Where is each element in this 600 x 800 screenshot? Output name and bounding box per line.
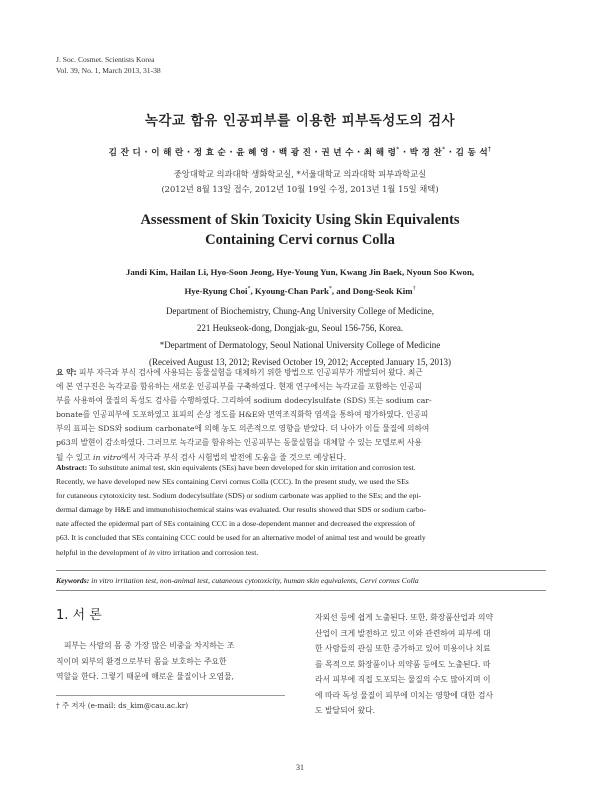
author-mark3: †: [412, 286, 416, 292]
english-authors-line2: [0, 281, 600, 300]
english-abstract-label: Abstract:: [56, 463, 88, 472]
keywords-label: Keywords:: [56, 576, 90, 585]
journal-name: J. Soc. Cosmet. Scientists Korea: [56, 55, 155, 64]
korean-abstract-line: p63의 발현이 감소하였다. 그러므로 녹각교를 함유하는 인공피부는 동물실험을 대체할 수 있는 모델로써 사용: [56, 438, 422, 448]
section-heading-introduction: 1. 서 론: [56, 608, 102, 623]
body-line: 도 발달되어 왔다.: [315, 706, 376, 715]
korean-dates: (2012년 8월 13일 접수, 2012년 10월 19일 수정, 2013년 1월 15일 채택): [161, 184, 439, 194]
english-abstract-italic: in vitro: [148, 547, 172, 557]
korean-abstract-italic: in vitro: [93, 452, 122, 462]
english-affiliation-block: [0, 303, 600, 371]
english-abstract-line: Recently, we have developed new SEs containing Cervi cornus Colla (CCC). In the present study, we used the SEs: [56, 477, 409, 487]
english-abstract-text: To substitute animal test, skin equivalents (SEs) have been developed for skin irritation and corrosion test.: [87, 463, 416, 472]
korean-affiliation-block: [0, 167, 600, 197]
korean-authors-mid: · 박 경 찬: [399, 148, 443, 158]
english-abstract-line: p63. It is concluded that SEs containing CCC could be used for an alternative model of animal test and would be greatly: [56, 533, 426, 543]
english-abstract-line: [56, 461, 546, 475]
body-line: 에 따라 독성 물질이 피부에 미치는 영향에 대한 검사: [315, 690, 493, 700]
author-park: , Kyoung-Chan Park: [250, 285, 329, 296]
english-abstract: [56, 461, 546, 560]
body-line: 라서 피부에 직접 도포되는 물질의 수도 많아지며 이: [315, 675, 491, 684]
footnote: † 주 저자 (e-mail: ds_kim@cau.ac.kr): [56, 701, 189, 710]
korean-authors-mark1: *: [396, 146, 400, 154]
body-line: 피부는 사람의 몸 중 가장 많은 비중을 차지하는 조: [64, 641, 235, 650]
body-line: 한 사람들의 관심 또한 증가하고 있어 미용이나 치료: [315, 644, 491, 653]
korean-abstract-label: 요 약:: [56, 368, 77, 377]
keywords-bottom-rule: [56, 590, 546, 591]
english-title-line2: Containing Cervi cornus Colla: [205, 232, 395, 248]
korean-authors-mark3: †: [488, 146, 492, 154]
english-abstract-line: for cutaneous cytotoxicity test. Sodium dodecylsulfate (SDS) or sodium carbonate was applied to the SEs; and the epi-: [56, 491, 422, 501]
korean-abstract-line: 에 본 연구진은 녹각교를 함유하는 새로운 인공피부를 구축하였다. 현재 연구에서는 녹각교를 포함하는 인공피: [56, 382, 422, 392]
english-abstract-line: dermal damage by H&E and immunohistochemical stains was evaluated. Our results showed that SDS or sodium carbo-: [56, 505, 426, 515]
body-line: 역할을 한다. 그렇기 때문에 해로운 물질이나 오염물,: [56, 672, 234, 681]
english-title-line1: Assessment of Skin Toxicity Using Skin Equivalents: [140, 212, 460, 228]
page-number: 31: [296, 763, 304, 772]
korean-abstract: [56, 366, 546, 465]
body-line: 직이며 외부의 환경으로부터 몸을 보호하는 주요한: [56, 656, 227, 666]
korean-abstract-line: [56, 366, 546, 380]
korean-authors: [0, 146, 600, 158]
english-title: [0, 210, 600, 250]
korean-authors-mark2: *: [442, 146, 446, 154]
english-abstract-line: [56, 546, 546, 560]
body-line: 산업이 크게 발전하고 있고 이와 관련하여 피부에 대: [315, 628, 491, 638]
korean-affiliation: 중앙대학교 의과대학 생화학교실, *서울대학교 의과대학 피부과학교실: [173, 169, 427, 179]
keywords: [56, 575, 546, 587]
korean-authors-main: 김 잔 디 · 이 해 란 · 정 효 순 · 윤 혜 영 · 백 광 진 · 권 년 수 · 최 해 령: [108, 148, 397, 158]
english-affiliation-2: 221 Heukseok-dong, Dongjak-gu, Seoul 156-756, Korea.: [196, 323, 404, 333]
body-line: 자외선 등에 쉽게 노출된다. 또한, 화장품산업과 의약: [315, 613, 493, 622]
keywords-text: in vitro irritation test, non-animal test, cutaneous cytotoxicity, human skin equivalents, Cervi cornus Colla: [89, 576, 419, 585]
korean-title: 녹각교 함유 인공피부를 이용한 피부독성도의 검사: [144, 113, 456, 129]
left-column: [56, 638, 285, 685]
korean-abstract-text: 될 수 있고: [56, 452, 94, 462]
right-column: [315, 610, 546, 719]
korean-abstract-text: 피부 자극과 부식 검사에 사용되는 동물실험을 대체하기 위한 방법으로 인공피부가 개발되어 왔다. 최근: [76, 368, 423, 377]
english-authors-line1: Jandi Kim, Hailan Li, Hyo-Soon Jeong, Hye-Young Yun, Kwang Jin Baek, Nyoun Soo Kwon,: [125, 267, 475, 277]
english-abstract-text: irritation and corrosion test.: [171, 547, 259, 557]
korean-abstract-line: bonate를 인공피부에 도포하였고 표피의 손상 정도를 H&E와 면역조직화학 염색을 통하여 평가하였다. 인공피: [56, 410, 429, 420]
body-line: 를 목적으로 화장품이나 의약품 등에도 노출된다. 따: [315, 659, 491, 669]
english-dates: (Received August 13, 2012; Revised October 19, 2012; Accepted January 15, 2013): [149, 357, 451, 367]
english-abstract-text: helpful in the development of: [56, 547, 149, 557]
korean-authors-end: · 김 동 석: [445, 148, 488, 158]
keywords-top-rule: [56, 570, 546, 571]
korean-abstract-text: 에서 자극과 부식 검사 시험법의 발전에 도움을 줄 것으로 예상된다.: [121, 452, 347, 462]
author-kim: , and Dong-Seok Kim: [331, 285, 413, 296]
korean-abstract-line: 부를 사용하여 물질의 독성도 검사를 수행하였다. 그리하여 sodium dodecylsulfate (SDS) 또는 sodium car-: [56, 396, 432, 406]
author-choi: Hye-Ryung Choi: [184, 285, 248, 296]
korean-abstract-line: 부의 표피는 SDS와 sodium carbonate에 의해 농도 의존적으로 영향을 받았다. 더 나아가 이들 물질에 의하여: [56, 424, 430, 434]
author-mark1: *: [247, 286, 251, 292]
english-affiliation-3: *Department of Dermatology, Seoul National University College of Medicine: [159, 340, 441, 350]
english-abstract-line: nate affected the epidermal part of SEs containing CCC in a dose-dependent manner and decreased the expression of: [56, 519, 416, 529]
journal-volume: Vol. 39, No. 1, March 2013, 31-38: [56, 66, 161, 75]
english-affiliation-1: Department of Biochemistry, Chung-Ang University College of Medicine,: [165, 306, 435, 316]
author-mark2: *: [328, 286, 332, 292]
english-authors: [0, 264, 600, 300]
journal-citation: [56, 54, 161, 76]
footnote-rule: [56, 695, 285, 696]
